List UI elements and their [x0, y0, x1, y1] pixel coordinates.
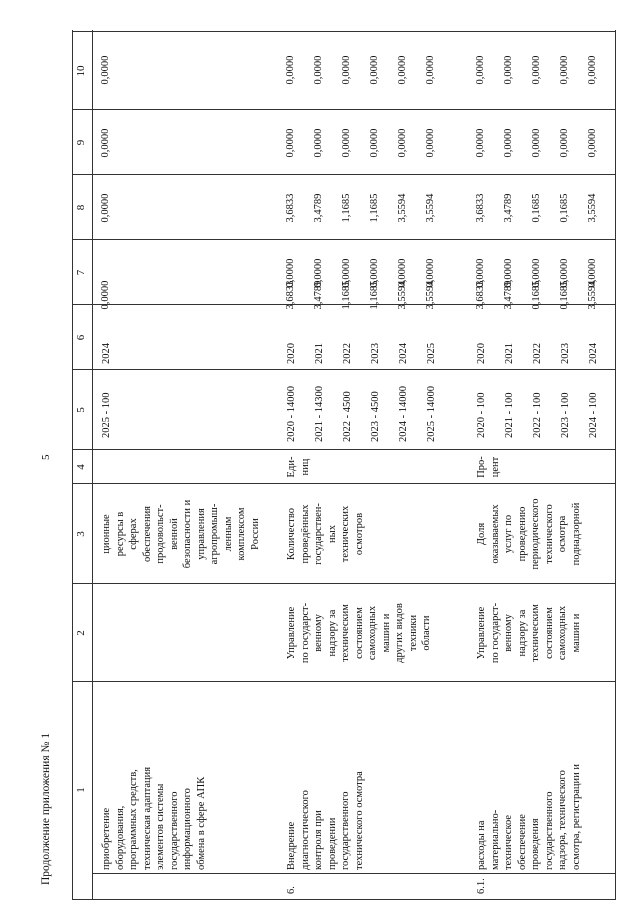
block2-val: 1,1685	[369, 193, 380, 223]
block2-val: 0,0000	[313, 55, 324, 85]
block3-val: 0,1685	[531, 280, 542, 310]
header-col-5: 5	[75, 407, 87, 413]
block2-val: 0,0000	[285, 258, 296, 288]
block2-val: 3,5594	[397, 280, 408, 310]
block3-val: 0,0000	[531, 55, 542, 85]
block3-year: 2020	[476, 343, 487, 364]
block3-val: 0,0000	[531, 258, 542, 288]
block2-val: 3,6833	[285, 193, 296, 223]
block2-target-2025: 2025 - 14000	[426, 386, 437, 442]
header-col-9: 9	[75, 139, 87, 146]
block3-val: 3,5594	[587, 280, 598, 310]
block3-target: 2022 - 100	[532, 392, 543, 438]
header-col-8: 8	[75, 204, 87, 211]
block2-val: 0,0000	[369, 258, 380, 288]
header-col-1: 1	[75, 787, 87, 793]
block2-val: 0,0000	[369, 128, 380, 158]
block2-val: 3,6833	[285, 280, 296, 310]
block2-val: 0,0000	[425, 55, 436, 85]
block3-val: 3,4789	[503, 280, 514, 310]
block2-val: 0,0000	[313, 128, 324, 158]
block3-target: 2020 - 100	[476, 392, 487, 438]
block3-val: 0,0000	[559, 258, 570, 288]
block1-year: 2024	[101, 343, 112, 364]
block3-val: 0,0000	[475, 258, 486, 288]
block2-target-2021: 2021 - 14300	[314, 386, 325, 442]
block3-col1-text: расходы на материально- техническое обеспечение проведения государственного надзора, технического осмотра, регистрации и	[476, 763, 582, 870]
block1-col1-text: приобретение оборудования, программных средств, техническая адаптация элементов системы государственного информационного обмена в сфере АПК	[101, 766, 207, 870]
block3-val: 0,0000	[559, 55, 570, 85]
block2-number: 6.	[286, 886, 297, 894]
header-col-2: 2	[75, 630, 87, 636]
block3-target: 2024 - 100	[588, 392, 599, 438]
block3-year: 2022	[532, 343, 543, 364]
block2-target-2020: 2020 - 14000	[286, 386, 297, 442]
header-col-3: 3	[75, 531, 87, 537]
block1-target: 2025 - 100	[101, 392, 112, 438]
block3-val: 0,0000	[587, 258, 598, 288]
appendix-continuation-label: Продолжение приложения № 1	[40, 732, 52, 885]
block3-val: 0,0000	[587, 55, 598, 85]
header-col-4: 4	[75, 464, 87, 470]
block3-year: 2023	[560, 343, 571, 364]
block1-val-col6: 0,0000	[100, 280, 111, 310]
block2-val: 0,0000	[397, 258, 408, 288]
block2-val: 0,0000	[425, 258, 436, 288]
block2-target-2023: 2023 - 4500	[370, 391, 381, 442]
block3-number: 6.1.	[476, 878, 487, 894]
header-col-6: 6	[75, 334, 87, 341]
block3-val: 0,0000	[559, 128, 570, 158]
page-number: 5	[40, 454, 52, 460]
block2-val: 1,1685	[341, 280, 352, 310]
block2-val: 3,4789	[313, 280, 324, 310]
block2-val: 0,0000	[341, 128, 352, 158]
block2-val: 0,0000	[397, 128, 408, 158]
block2-year: 2022	[342, 343, 353, 364]
block2-year: 2024	[398, 343, 409, 364]
block2-val: 3,5594	[425, 193, 436, 223]
block3-val: 0,0000	[475, 128, 486, 158]
data-table	[72, 30, 615, 900]
block3-val: 0,0000	[475, 55, 486, 85]
block3-val: 3,4789	[503, 193, 514, 223]
block3-target: 2023 - 100	[560, 392, 571, 438]
block2-year: 2025	[426, 343, 437, 364]
block3-val: 0,1685	[559, 280, 570, 310]
block1-val-col9: 0,0000	[100, 128, 111, 158]
block3-unit: Про- цент	[476, 456, 501, 478]
block2-val: 0,0000	[397, 55, 408, 85]
block3-col2-text: Управление по государст- венному надзору за техническим состоянием самоходных машин и	[476, 602, 582, 664]
block2-year: 2020	[286, 343, 297, 364]
block2-val: 0,0000	[285, 128, 296, 158]
block2-val: 0,0000	[369, 55, 380, 85]
block3-val: 3,5594	[587, 193, 598, 223]
block2-year: 2023	[370, 343, 381, 364]
block3-year: 2024	[588, 343, 599, 364]
block3-val: 0,0000	[503, 55, 514, 85]
block2-col2-text: Управление по государст- венному надзору за техническим состоянием самоходных машин и других видов техники области	[286, 602, 432, 664]
block2-val: 0,0000	[425, 128, 436, 158]
block2-val: 1,1685	[369, 280, 380, 310]
block3-val: 0,1685	[531, 193, 542, 223]
block1-val-col10: 0,0000	[100, 55, 111, 85]
block2-unit: Еди- ниц	[286, 456, 311, 478]
block3-target: 2021 - 100	[504, 392, 515, 438]
block3-val: 0,0000	[503, 258, 514, 288]
block1-val-col8: 0,0000	[100, 193, 111, 223]
block2-val: 0,0000	[341, 258, 352, 288]
block1-col3-text: ционные ресурсы в сферах обеспечения продовольст- венной безопасности и управления агропромыш- ленным комплексом России	[101, 499, 261, 569]
block2-val: 3,5594	[425, 280, 436, 310]
block3-val: 0,1685	[559, 193, 570, 223]
block3-year: 2021	[504, 343, 515, 364]
header-col-10: 10	[75, 65, 87, 77]
block3-val: 3,6833	[475, 193, 486, 223]
block3-val: 0,0000	[531, 128, 542, 158]
block2-target-2022: 2022 - 4500	[342, 391, 353, 442]
block2-val: 0,0000	[313, 258, 324, 288]
block3-col3-text: Доля оказываемых услуг по проведению периодического технического осмотра поднадзорной	[476, 498, 582, 570]
block2-val: 0,0000	[341, 55, 352, 85]
block2-target-2024: 2024 - 14000	[398, 386, 409, 442]
block3-val: 3,6833	[475, 280, 486, 310]
header-col-7: 7	[75, 269, 87, 276]
block2-val: 0,0000	[285, 55, 296, 85]
block2-val: 3,5594	[397, 193, 408, 223]
block2-val: 1,1685	[341, 193, 352, 223]
block2-col1-text: Внедрение диагностического контроля при проведении государственного технического осмотра	[286, 771, 365, 870]
block2-col3-text: Количество проведённых государствен- ных технических осмотров	[286, 503, 365, 565]
block3-val: 0,0000	[587, 128, 598, 158]
block2-val: 3,4789	[313, 193, 324, 223]
block3-val: 0,0000	[503, 128, 514, 158]
block2-year: 2021	[314, 343, 325, 364]
